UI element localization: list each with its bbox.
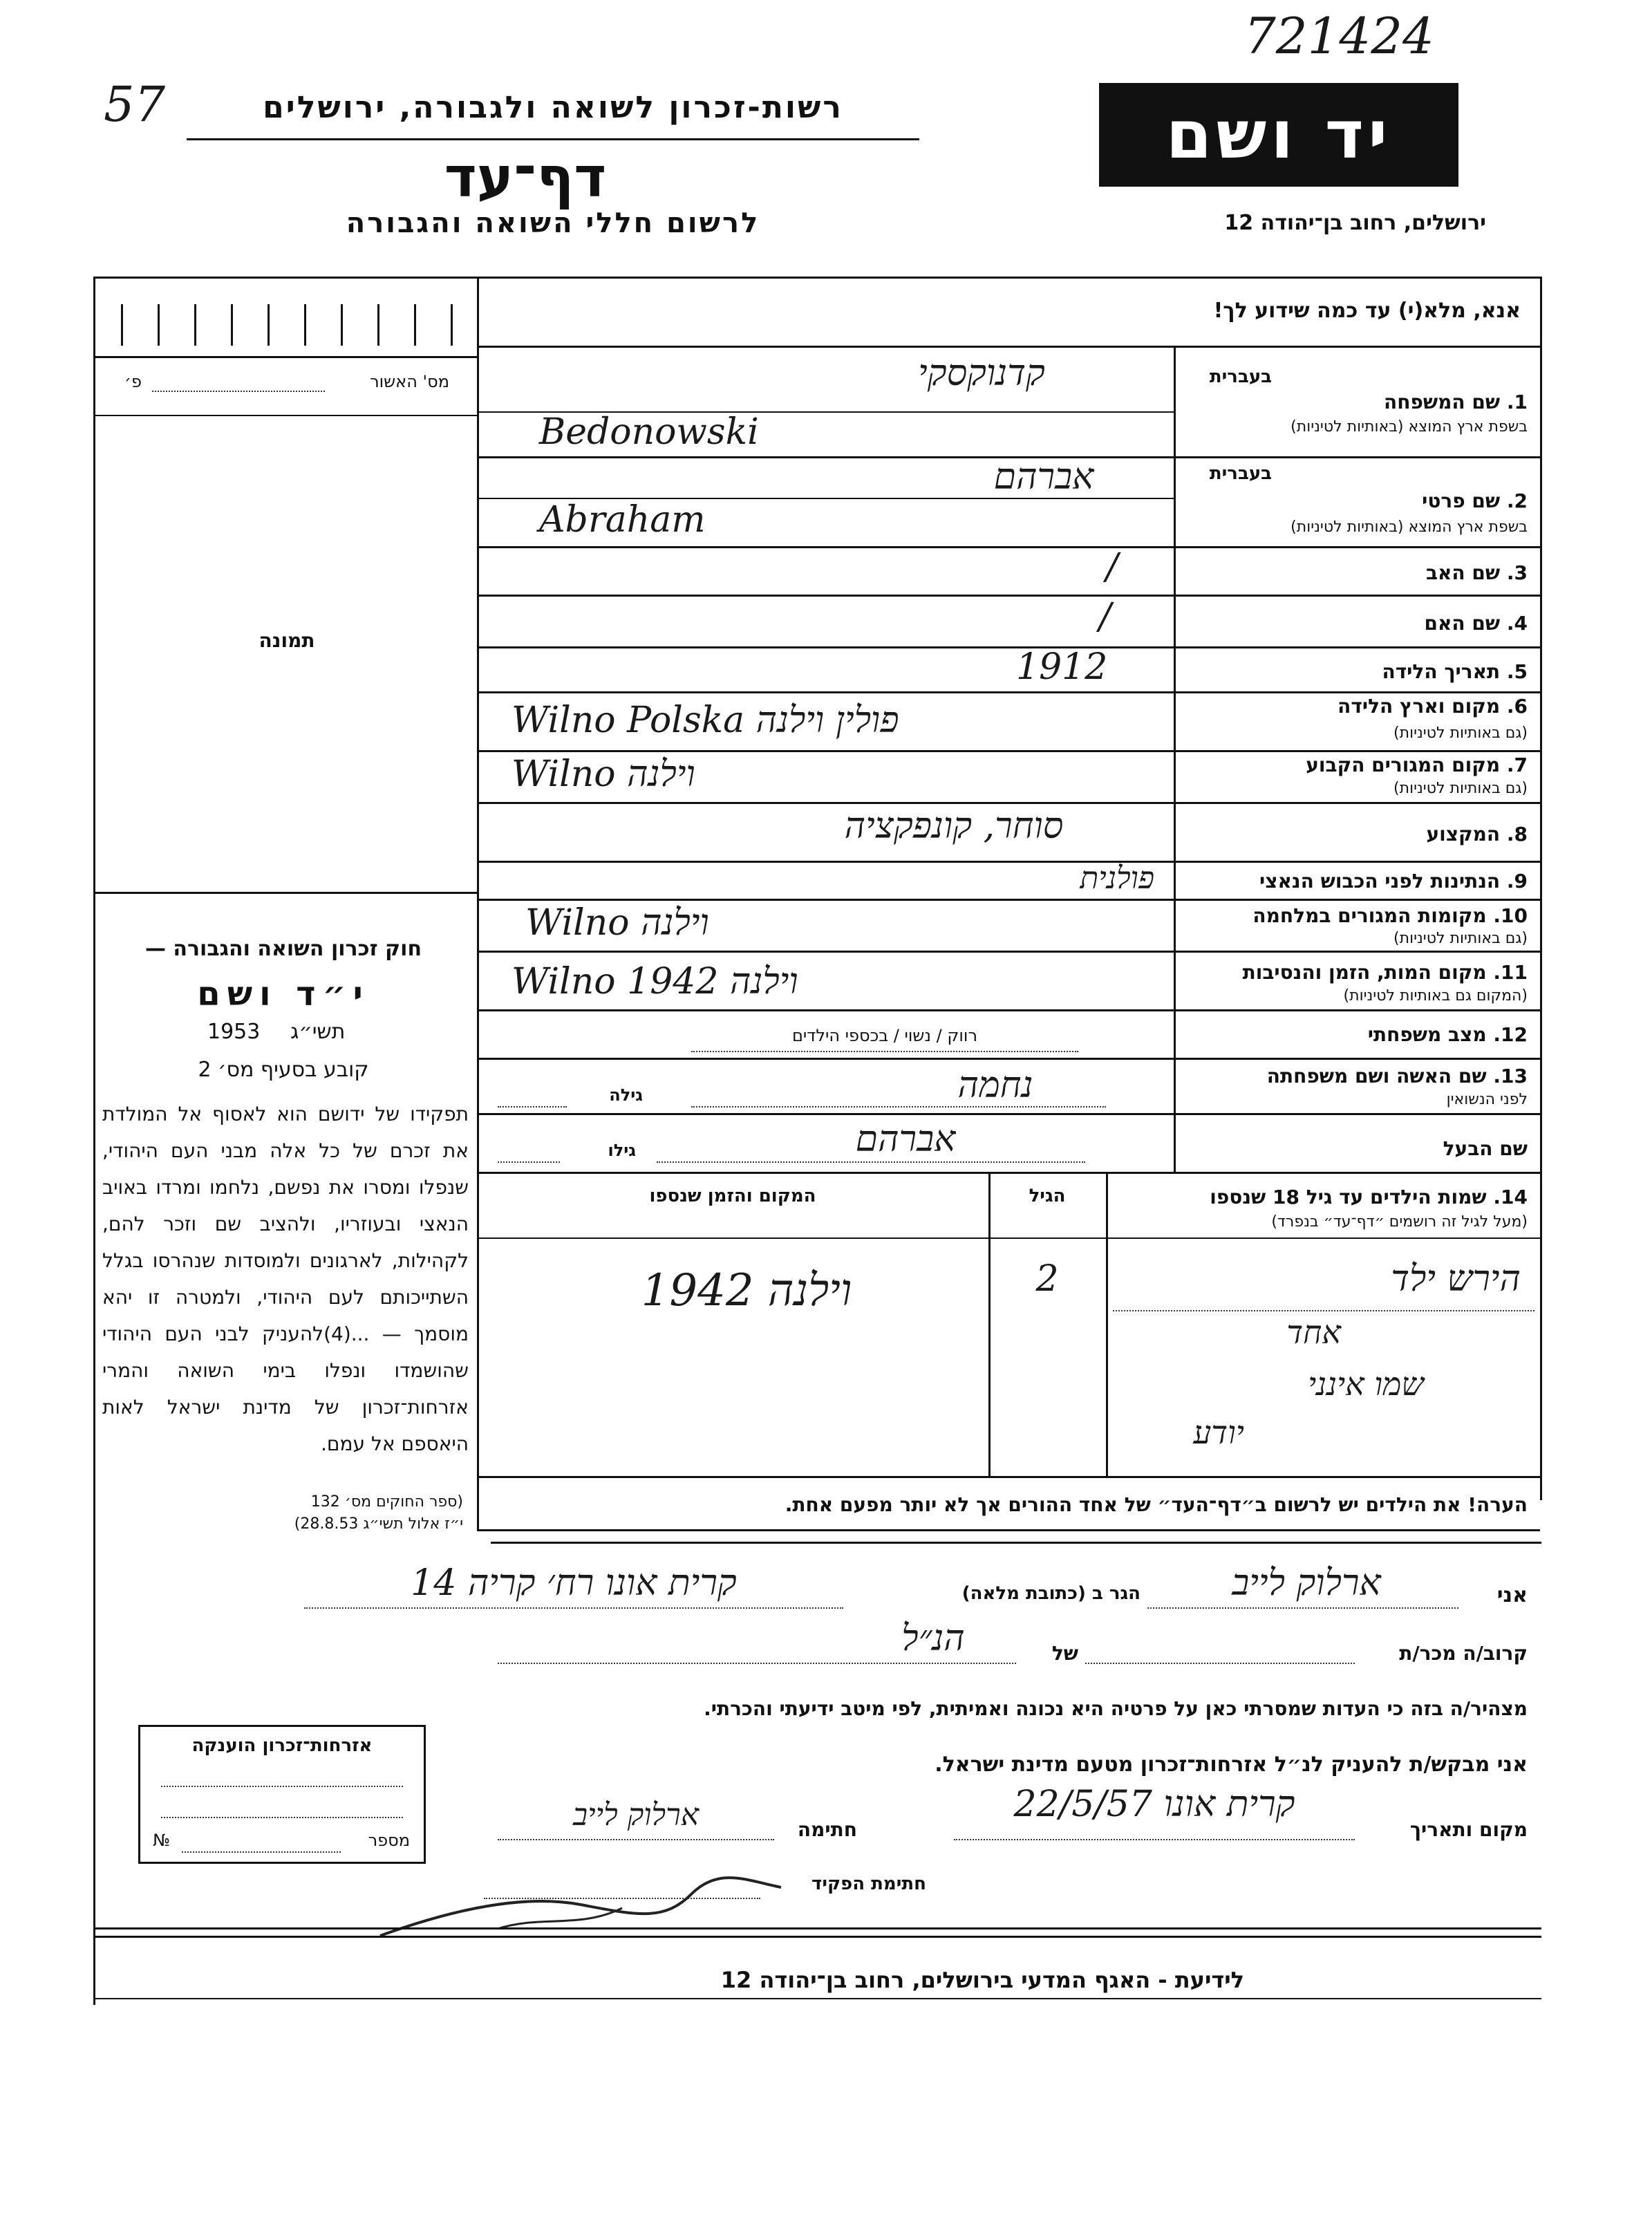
law-clause: קובע בסעיף מס׳ 2 xyxy=(198,1058,369,1082)
field-10-label: 10. מקומות המגורים במלחמה xyxy=(1252,904,1528,927)
field-4-label: 4. שם האם xyxy=(1424,612,1528,635)
decl-name-value: ארלוק לייב xyxy=(1232,1562,1381,1604)
decl-relation-label: קרוב/ה מכר/ת xyxy=(1399,1642,1528,1665)
address: ירושלים, רחוב בן־יהודה 12 xyxy=(1224,211,1486,235)
decl-signature-label: חתימה xyxy=(797,1818,857,1841)
approval-ticks xyxy=(121,304,453,346)
field-9-value: פולנית xyxy=(1080,861,1154,896)
decl-official-label: חתימת הפקיד xyxy=(811,1874,926,1894)
field-3-label: 3. שם האב xyxy=(1425,561,1528,584)
photo-label: תמונה xyxy=(259,629,315,652)
field-13-value: נחמה xyxy=(957,1065,1033,1106)
field-10-sub: (גם באותיות לטיניות) xyxy=(1393,930,1528,947)
field-1-label: 1. שם המשפחה xyxy=(1384,391,1528,413)
field-8-value: סוחר, קונפקציה xyxy=(844,805,1064,847)
archive-number: 721424 xyxy=(1244,7,1434,65)
citizenship-number-sign: № xyxy=(153,1831,170,1850)
child-3-name: שמו אינני xyxy=(1308,1365,1424,1403)
field-11-sub: (המקום גם באותיות לטיניות) xyxy=(1343,987,1528,1005)
corner-mark: 57 xyxy=(104,76,166,133)
field-5-value: 1912 xyxy=(1016,646,1108,688)
org-line: רשות-זכרון לשואה ולגבורה, ירושלים xyxy=(263,90,843,125)
law-text: תפקידו של ידושם הוא לאסוף אל המולדת את זכרם של כל אלה מבני העם היהודי, שנפלו ומסרו את נפשם, נלחמו ומרדו באויב הנאצי ובעוזריו, ולהציב שם וזכר להם, לקהילות, לארגונים ולמוסדות שנהרסו בגלל השתייכותם לעם היהודי, ולמטרה זו יהא מוסמך — ...(4)להעניק לבני העם היהודי שהושמדו ונפלו בימי השואה והמרי אזרחות־זכרון של מדינת ישראל לאות היאספם אל עמם. xyxy=(102,1103,469,1455)
field-6-value: Wilno Polska פולין וילנה xyxy=(511,700,899,741)
field-9-label: 9. הנתינות לפני הכבוש הנאצי xyxy=(1259,870,1528,893)
decl-request: אני מבקש/ת להעניק לנ״ל אזרחות־זכרון מטעם מדינת ישראל. xyxy=(935,1753,1528,1777)
decl-address-value: קרית אונו רח׳ קריה 14 xyxy=(411,1562,737,1604)
footer-text: לידיעת - האגף המדעי בירושלים, רחוב בן־יהודה 12 xyxy=(720,1967,1244,1993)
law-hebrew-year: תשי״ג xyxy=(290,1020,346,1044)
field-4-value: / xyxy=(1099,596,1111,637)
children-col-age: הגיל xyxy=(1029,1186,1066,1206)
form-subtitle: לרשום חללי השואה והגבורה xyxy=(346,207,760,239)
field-1-sub: בשפת ארץ המוצא (באותיות לטיניות) xyxy=(1290,418,1528,436)
yad-vashem-logo: יד ושם xyxy=(1099,83,1458,187)
field-10-value: Wilno וילנה xyxy=(525,902,709,944)
husband-label: שם הבעל xyxy=(1443,1137,1528,1160)
field-13-label: 13. שם האשה ושם משפחתה xyxy=(1266,1065,1528,1087)
citizenship-number-label: מספר xyxy=(368,1831,410,1850)
field-12-label: 12. מצב משפחתי xyxy=(1367,1023,1528,1046)
remark-text: הערה! את הילדים יש לרשום ב״דף־העד״ של אחד ההורים אך לא יותר מפעם אחת. xyxy=(785,1493,1528,1516)
children-title: 14. שמות הילדים עד גיל 18 שנספו xyxy=(1210,1186,1528,1208)
field-12-value: רווק / נשוי / בכספי הילדים xyxy=(791,1026,978,1045)
field-6-label: 6. מקום וארץ הלידה xyxy=(1337,695,1528,718)
child-1-place: וילנה 1942 xyxy=(641,1265,852,1316)
field-13-sub: לפני הנשואין xyxy=(1446,1091,1528,1108)
field-7-sub: (גם באותיות לטיניות) xyxy=(1393,780,1528,797)
field-5-label: 5. תאריך הלידה xyxy=(1382,660,1528,683)
field-7-label: 7. מקום המגורים הקבוע xyxy=(1306,754,1528,776)
husband-value: אברהם xyxy=(855,1119,956,1160)
field-6-sub: (גם באותיות לטיניות) xyxy=(1393,725,1528,742)
field-1-lang: בעברית xyxy=(1209,366,1272,387)
field-11-value: Wilno 1942 וילנה xyxy=(511,961,798,1002)
field-2-lang: בעברית xyxy=(1209,463,1272,484)
decl-place-date-value: קרית אונו 22/5/57 xyxy=(1013,1784,1295,1825)
children-col-place: המקום והזמן שנספו xyxy=(649,1186,816,1206)
field-2-label: 2. שם פרטי xyxy=(1422,489,1528,512)
law-ref: (ספר החוקים מס׳ 132 xyxy=(310,1493,463,1511)
decl-of-label: של xyxy=(1051,1642,1078,1665)
field-1-value-he: קדנוקסקי xyxy=(918,353,1045,394)
decl-signature-value: ארלוק לייב xyxy=(572,1797,700,1833)
field-3-value: / xyxy=(1106,546,1118,588)
field-2-value-lat: Abraham xyxy=(539,499,706,541)
citizenship-box-title: אזרחות־זכרון הוענקה xyxy=(191,1735,373,1756)
approval-label: מס' האשור xyxy=(370,372,449,391)
child-1-age: 2 xyxy=(1035,1258,1059,1300)
decl-ani: אני xyxy=(1496,1583,1528,1607)
field-2-sub: בשפת ארץ המוצא (באותיות לטיניות) xyxy=(1290,518,1528,536)
children-note: (מעל לגיל זה רושמים ״דף־עד״ בנפרד) xyxy=(1271,1213,1528,1231)
form-title: דף־עד xyxy=(444,145,607,209)
field-2-value-he: אברהם xyxy=(993,456,1094,498)
child-4-name: יודע xyxy=(1193,1414,1244,1451)
field-13-age-label: גילה xyxy=(609,1085,643,1105)
field-7-value: Wilno וילנה xyxy=(511,754,695,795)
decl-place-date-label: מקום ותאריך xyxy=(1409,1818,1528,1841)
decl-relation-value: הנ״ל xyxy=(901,1618,965,1659)
law-logo: י״ד ושם xyxy=(197,975,370,1013)
law-ref-date: י״ז אלול תשי״ג 28.8.53) xyxy=(294,1515,463,1533)
child-1-name: הירש ילד xyxy=(1391,1258,1521,1300)
child-2-name: אחד xyxy=(1286,1314,1341,1351)
husband-age-label: גילו xyxy=(608,1141,636,1160)
citizenship-box xyxy=(138,1725,426,1864)
law-year: 1953 xyxy=(207,1020,261,1044)
approval-suffix: פ׳ xyxy=(124,372,142,391)
field-11-label: 11. מקום המות, הזמן והנסיבות xyxy=(1242,961,1528,984)
decl-statement: מצהיר/ה בזה כי העדות שמסרתי כאן על פרטיה היא נכונה ואמיתית, לפי מיטב ידיעתי והכרתי. xyxy=(704,1697,1528,1720)
law-title: חוק זכרון השואה והגבורה — xyxy=(144,937,422,961)
field-1-value-lat: Bedonowski xyxy=(539,411,759,453)
field-8-label: 8. המקצוע xyxy=(1426,823,1528,845)
intro-text: אנא, מלא(י) עד כמה שידוע לך! xyxy=(1213,299,1521,323)
decl-residing: הגר ב (כתובת מלאה) xyxy=(961,1583,1141,1604)
